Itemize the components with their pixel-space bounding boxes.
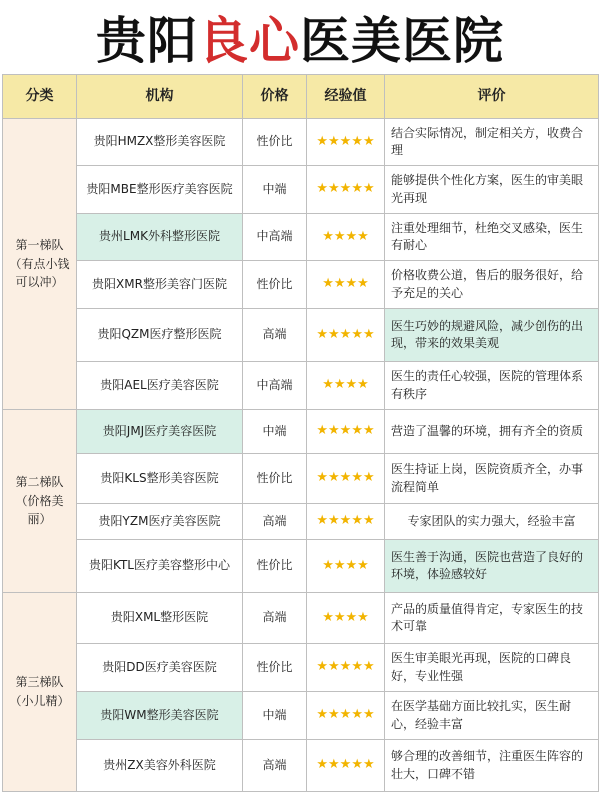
review-text: 在医学基础方面比较扎实，医生耐心，经验丰富 [385,692,599,740]
price-tier: 中端 [243,410,307,454]
institution-name: 贵州LMK外科整形医院 [77,214,243,261]
tier-label: 第二梯队 （价格美 丽） [3,410,77,593]
institution-name: 贵阳XML整形医院 [77,593,243,644]
review-text: 专家团队的实力强大，经验丰富 [385,504,599,540]
review-text: 够合理的改善细节，注重医生阵容的壮大，口碑不错 [385,740,599,792]
table-row [3,593,599,644]
table-row [3,362,599,410]
star-rating: ★★★★★ [307,504,385,540]
star-rating: ★★★★★ [307,740,385,792]
header-price: 价格 [243,75,307,119]
review-text: 结合实际情况，制定相关方，收费合理 [385,119,599,166]
star-rating: ★★★★ [307,261,385,309]
price-tier: 性价比 [243,454,307,504]
title-part-3: 医美医院 [300,12,504,70]
star-rating: ★★★★★ [307,119,385,166]
title-part-1: 贵阳 [96,12,198,70]
price-tier: 性价比 [243,540,307,593]
institution-name: 贵阳KTL医疗美容整形中心 [77,540,243,593]
institution-name: 贵阳HMZX整形美容医院 [77,119,243,166]
review-text: 医生审美眼光再现，医院的口碑良好，专业性强 [385,644,599,692]
star-rating: ★★★★★ [307,454,385,504]
price-tier: 性价比 [243,644,307,692]
table-row [3,410,599,454]
table-row [3,261,599,309]
table-row [3,644,599,692]
price-tier: 中端 [243,166,307,214]
review-text: 医生持证上岗，医院资质齐全，办事流程简单 [385,454,599,504]
star-rating: ★★★★ [307,593,385,644]
institution-name: 贵阳XMR整形美容门医院 [77,261,243,309]
review-text: 营造了温馨的环境，拥有齐全的资质 [385,410,599,454]
review-text: 医生的责任心较强，医院的管理体系有秩序 [385,362,599,410]
price-tier: 中高端 [243,362,307,410]
institution-name: 贵阳QZM医疗整形医院 [77,309,243,362]
star-rating: ★★★★★ [307,692,385,740]
star-rating: ★★★★★ [307,410,385,454]
review-text: 产品的质量值得肯定，专家医生的技术可靠 [385,593,599,644]
institution-name: 贵阳WM整形美容医院 [77,692,243,740]
review-text: 价格收费公道，售后的服务很好，给予充足的关心 [385,261,599,309]
institution-name: 贵州ZX美容外科医院 [77,740,243,792]
star-rating: ★★★★ [307,540,385,593]
price-tier: 性价比 [243,119,307,166]
price-tier: 高端 [243,504,307,540]
table-row [3,740,599,792]
price-tier: 高端 [243,593,307,644]
review-text: 能够提供个性化方案，医生的审美眼光再现 [385,166,599,214]
review-text: 医生善于沟通，医院也营造了良好的环境，体验感较好 [385,540,599,593]
header-review: 评价 [385,75,599,119]
hospital-ranking-table [2,74,599,792]
table-row [3,454,599,504]
star-rating: ★★★★★ [307,309,385,362]
institution-name: 贵阳YZM医疗美容医院 [77,504,243,540]
institution-name: 贵阳MBE整形医疗美容医院 [77,166,243,214]
price-tier: 高端 [243,740,307,792]
header-experience: 经验值 [307,75,385,119]
institution-name: 贵阳DD医疗美容医院 [77,644,243,692]
header-category: 分类 [3,75,77,119]
review-text: 医生巧妙的规避风险，减少创伤的出现，带来的效果美观 [385,309,599,362]
price-tier: 中端 [243,692,307,740]
tier-label: 第三梯队 （小儿精） [3,593,77,792]
table-row [3,214,599,261]
price-tier: 性价比 [243,261,307,309]
price-tier: 中高端 [243,214,307,261]
table-row [3,692,599,740]
table-row [3,540,599,593]
price-tier: 高端 [243,309,307,362]
star-rating: ★★★★★ [307,644,385,692]
table-row [3,309,599,362]
header-institution: 机构 [77,75,243,119]
institution-name: 贵阳KLS整形美容医院 [77,454,243,504]
table-header-row [3,75,599,119]
page-title [0,0,600,74]
star-rating: ★★★★ [307,362,385,410]
table-row [3,504,599,540]
table-row [3,119,599,166]
tier-label: 第一梯队 （有点小钱 可以冲） [3,119,77,410]
star-rating: ★★★★ [307,214,385,261]
title-part-accent: 良心 [198,12,300,70]
star-rating: ★★★★★ [307,166,385,214]
institution-name: 贵阳JMJ医疗美容医院 [77,410,243,454]
institution-name: 贵阳AEL医疗美容医院 [77,362,243,410]
review-text: 注重处理细节，杜绝交叉感染，医生有耐心 [385,214,599,261]
table-row [3,166,599,214]
